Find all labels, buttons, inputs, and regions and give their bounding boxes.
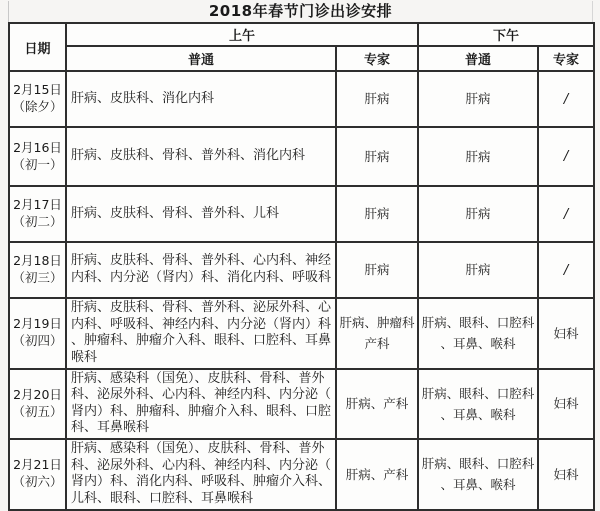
cell-am-general: 肝病、皮肤科、骨科、普外科、消化内科 bbox=[66, 127, 336, 186]
page-title: 2018年春节门诊出诊安排 bbox=[8, 1, 593, 22]
date-label: 2月16日 bbox=[13, 139, 62, 155]
cell-am-expert: 肝病 bbox=[336, 71, 418, 127]
header-pm-expert: 专家 bbox=[538, 46, 594, 71]
cell-pm-general: 肝病 bbox=[418, 186, 538, 242]
date-cell bbox=[9, 369, 66, 440]
table-row bbox=[9, 439, 594, 510]
cell-pm-expert: / bbox=[538, 71, 594, 127]
cell-pm-general: 肝病 bbox=[418, 242, 538, 298]
cell-pm-expert: 妇科 bbox=[538, 439, 594, 510]
table-row bbox=[9, 127, 594, 186]
cell-pm-expert: / bbox=[538, 186, 594, 242]
cell-am-general: 肝病、皮肤科、骨科、普外科、儿科 bbox=[66, 186, 336, 242]
cell-am-expert: 肝病 bbox=[336, 127, 418, 186]
table-row bbox=[9, 369, 594, 440]
cell-am-expert: 肝病 bbox=[336, 186, 418, 242]
lunar-label: （初三） bbox=[12, 270, 63, 285]
cell-pm-general: 肝病、眼科、口腔科、耳鼻、喉科 bbox=[418, 439, 538, 510]
header-pm-general: 普通 bbox=[418, 46, 538, 71]
cell-am-general: 肝病、感染科（国免）、皮肤科、骨科、普外科、泌尿外科、心内科、神经内科、内分泌（肾内）科、消化内科、呼吸科、肿瘤介入科、儿科、眼科、口腔科、耳鼻喉科 bbox=[66, 439, 336, 510]
lunar-label: （初五） bbox=[12, 403, 63, 419]
date-label: 2月17日 bbox=[13, 197, 62, 213]
date-cell bbox=[9, 242, 66, 298]
date-cell bbox=[9, 127, 66, 186]
cell-am-expert: 肝病、肿瘤科 产科 bbox=[336, 298, 418, 369]
cell-pm-expert: 妇科 bbox=[538, 369, 594, 440]
date-cell bbox=[9, 298, 66, 369]
date-label: 2月15日 bbox=[13, 82, 62, 98]
date-cell bbox=[9, 71, 66, 127]
date-label: 2月19日 bbox=[13, 316, 62, 332]
header-afternoon: 下午 bbox=[418, 23, 594, 46]
header-morning: 上午 bbox=[66, 23, 418, 46]
lunar-label: （初二） bbox=[12, 214, 63, 229]
cell-pm-expert: / bbox=[538, 242, 594, 298]
schedule-table bbox=[8, 22, 595, 511]
table-row bbox=[9, 71, 594, 127]
cell-am-general: 肝病、皮肤科、骨科、普外科、心内科、神经内科、内分泌（肾内）科、消化内科、呼吸科 bbox=[66, 242, 336, 298]
lunar-label: （初六） bbox=[12, 474, 63, 490]
header-date: 日期 bbox=[9, 23, 66, 71]
cell-am-expert: 肝病、产科 bbox=[336, 439, 418, 510]
header-am-general: 普通 bbox=[66, 46, 336, 71]
lunar-label: （初四） bbox=[12, 333, 63, 349]
cell-am-general: 肝病、皮肤科、骨科、普外科、泌尿外科、心内科、呼吸科、神经内科、内分泌（肾内）科、肿瘤科、肿瘤介入科、眼科、口腔科、耳鼻喉科 bbox=[66, 298, 336, 369]
table-row bbox=[9, 298, 594, 369]
date-label: 2月18日 bbox=[13, 253, 62, 269]
cell-pm-expert: 妇科 bbox=[538, 298, 594, 369]
cell-pm-general: 肝病、眼科、口腔科、耳鼻、喉科 bbox=[418, 369, 538, 440]
cell-pm-general: 肝病、眼科、口腔科、耳鼻、喉科 bbox=[418, 298, 538, 369]
cell-am-general: 肝病、皮肤科、消化内科 bbox=[66, 71, 336, 127]
date-label: 2月21日 bbox=[13, 457, 62, 473]
cell-pm-general: 肝病 bbox=[418, 127, 538, 186]
cell-pm-general: 肝病 bbox=[418, 71, 538, 127]
lunar-label: （初一） bbox=[12, 156, 63, 172]
cell-pm-expert: / bbox=[538, 127, 594, 186]
cell-am-expert: 肝病、产科 bbox=[336, 369, 418, 440]
cell-am-expert: 肝病 bbox=[336, 242, 418, 298]
header-am-expert: 专家 bbox=[336, 46, 418, 71]
date-cell bbox=[9, 186, 66, 242]
table-row bbox=[9, 242, 594, 298]
table-row bbox=[9, 186, 594, 242]
cell-am-general: 肝病、感染科（国免）、皮肤科、骨科、普外科、泌尿外科、心内科、神经内科、内分泌（肾内）科、肿瘤科、肿瘤介入科、眼科、口腔科、耳鼻喉科 bbox=[66, 369, 336, 440]
date-cell bbox=[9, 439, 66, 510]
lunar-label: （除夕） bbox=[12, 99, 63, 114]
date-label: 2月20日 bbox=[13, 386, 62, 402]
